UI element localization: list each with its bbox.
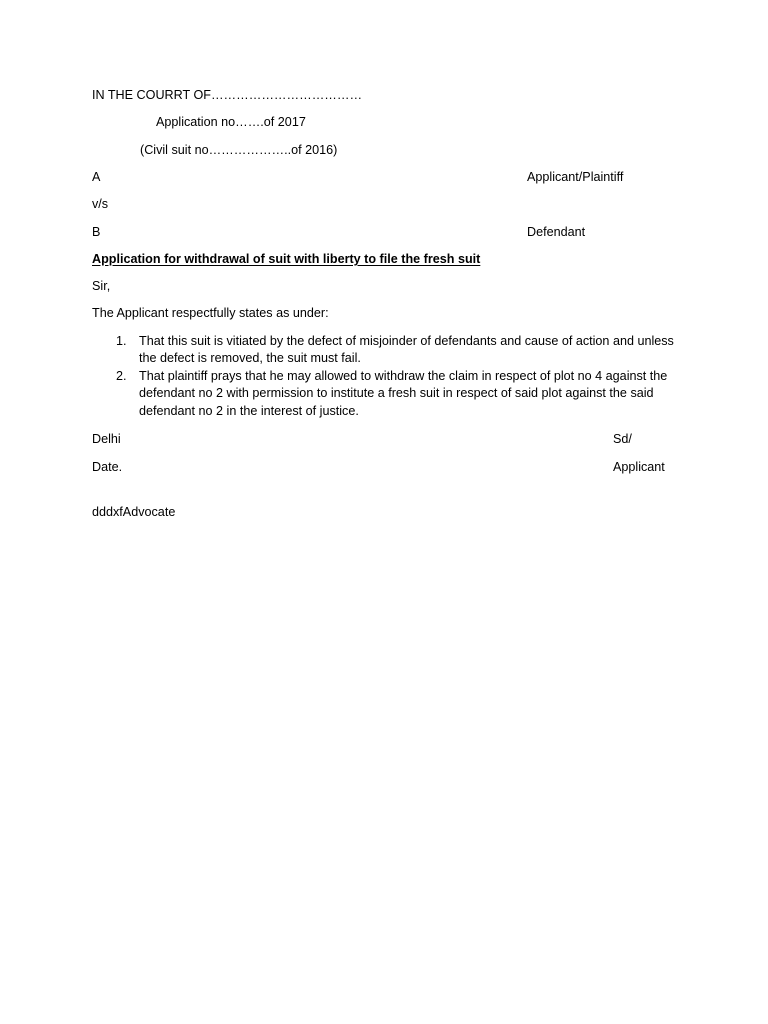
party-a-name: A [92, 170, 101, 184]
list-item [92, 333, 682, 368]
signature-mark: Sd/ [613, 432, 632, 446]
application-heading: Application for withdrawal of suit with liberty to file the fresh suit [92, 252, 481, 266]
place-label: Delhi [92, 432, 121, 446]
date-label: Date. [92, 460, 123, 474]
list-item-text: That plaintiff prays that he may allowed to withdraw the claim in respect of plot no 4 against the defendant no 2 with permission to institute a fresh suit in respect of said plot against the said defendant no 2 in the interest of justice. [139, 368, 668, 418]
list-item-text: That this suit is vitiated by the defect of misjoinder of defendants and cause of action and unless the defect is removed, the suit must fail. [139, 334, 674, 366]
party-a-role: Applicant/Plaintiff [527, 170, 624, 184]
list-item-number: 1. [116, 334, 127, 348]
versus-label: v/s [92, 197, 109, 211]
advocate-line: dddxfAdvocate [92, 505, 176, 519]
intro-statement: The Applicant respectfully states as under: [92, 306, 329, 320]
party-b-role: Defendant [527, 225, 586, 239]
signatory-label: Applicant [613, 460, 665, 474]
grounds-list [92, 333, 682, 420]
application-number-line: Application no…….of 2017 [156, 115, 306, 129]
party-b-name: B [92, 225, 101, 239]
list-item [92, 368, 682, 420]
civil-suit-line: (Civil suit no………………..of 2016) [140, 143, 338, 157]
court-line: IN THE COURRT OF……………………………… [92, 88, 363, 102]
list-item-number: 2. [116, 368, 127, 383]
salutation: Sir, [92, 279, 111, 293]
